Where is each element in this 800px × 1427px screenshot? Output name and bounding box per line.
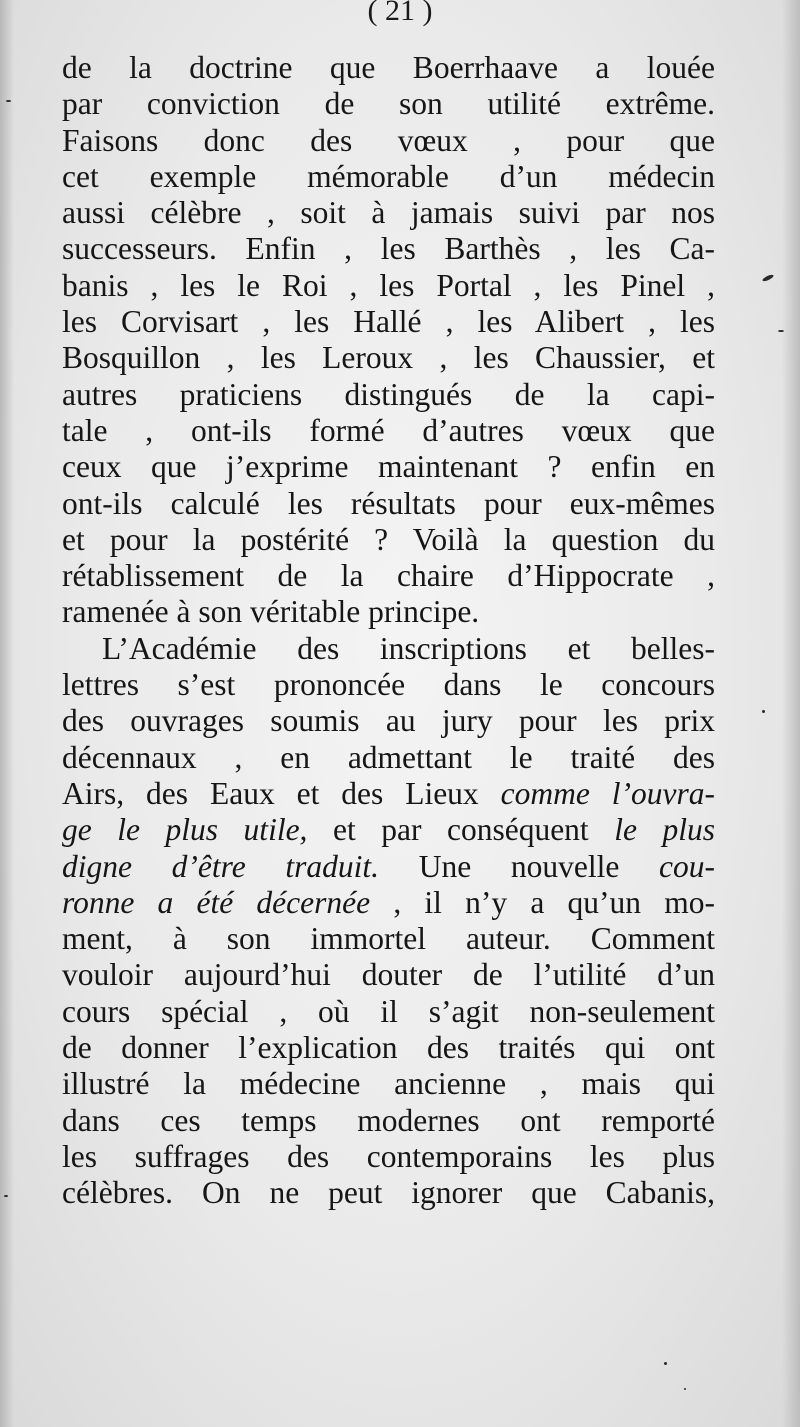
text-segment: dans ces temps modernes ont remporté [62,1102,715,1138]
text-line [62,340,715,376]
text-line [62,631,715,667]
text-line [62,268,715,304]
text-segment: cet exemple mémorable d’un médecin [62,158,715,194]
text-line [62,703,715,739]
text-segment: de la doctrine que Boerrhaave a louée [62,50,715,85]
paper-speck [684,1388,686,1390]
paper-speck [762,710,765,713]
text-segment: lettres s’est prononcée dans le concours [62,667,715,703]
text-line [62,558,715,594]
text-line [62,740,715,776]
left-page-edge-shadow [0,0,14,1427]
text-segment: , il n’y a qu’un mo- [370,884,715,920]
text-line [62,449,715,485]
text-line [62,667,715,703]
italic-text-segment: comme l’ouvra- [500,775,715,811]
text-segment: Airs, des Eaux et des Lieux [62,775,501,811]
text-line [62,1066,715,1102]
italic-text-segment: ronne a été décernée [62,884,371,920]
text-line [62,86,715,122]
text-segment: Une nouvelle [379,848,660,884]
text-segment: ont-ils calculé les résultats pour eux-mêmes [62,485,715,521]
text-line [62,849,715,885]
text-line [62,1175,715,1211]
text-segment: les Corvisart , les Hallé , les Alibert , les [62,304,715,340]
text-segment: célèbres. On ne peut ignorer que Cabanis, [62,1175,715,1211]
right-page-edge-shadow [782,0,800,1427]
italic-text-segment: cou- [659,848,715,884]
text-segment: rétablissement de la chaire d’Hippocrate , [62,558,715,594]
text-line [62,776,715,812]
text-segment: cours spécial , où il s’agit non-seulement [62,993,715,1029]
body-text [62,50,715,1212]
paper-speck [778,330,784,332]
text-segment: autres praticiens distingués de la capi- [62,376,715,412]
text-segment: tale , ont-ils formé d’autres vœux que [62,412,715,448]
text-line [62,957,715,993]
text-line [62,50,715,86]
text-line [62,486,715,522]
text-line [62,377,715,413]
text-segment: et par conséquent [307,812,615,848]
text-line [62,159,715,195]
italic-text-segment: digne d’être traduit. [62,848,380,884]
text-line [62,812,715,848]
text-line [62,994,715,1030]
text-segment: successeurs. Enfin , les Barthès , les Ca- [62,231,715,267]
text-segment: ceux que j’exprime maintenant ? enfin en [62,449,715,485]
text-segment: et pour la postérité ? Voilà la question du [62,521,715,557]
text-line [62,123,715,159]
paper-speck [762,274,775,283]
text-segment: des ouvrages soumis au jury pour les prix [62,703,715,739]
text-segment: par conviction de son utilité extrême. [62,86,715,122]
italic-text-segment: ge le plus utile, [62,812,308,848]
text-segment: L’Académie des inscriptions et belles- [102,630,715,666]
text-line [62,522,715,558]
text-line [62,1030,715,1066]
text-segment: Bosquillon , les Leroux , les Chaussier, et [62,340,715,376]
paper-speck [664,1362,667,1365]
text-segment: banis , les le Roi , les Portal , les Pinel , [62,267,715,303]
page-number: ( 21 ) [367,0,433,27]
text-segment: ment, à son immortel auteur. Comment [62,921,715,957]
text-line [62,195,715,231]
text-segment: décennaux , en admettant le traité des [62,739,715,775]
text-line [62,1139,715,1175]
text-segment: les suffrages des contemporains les plus [62,1138,715,1174]
text-line [62,885,715,921]
text-line [62,413,715,449]
text-segment: de donner l’explication des traités qui ont [62,1030,715,1066]
text-line [62,921,715,957]
paper-speck [6,100,11,102]
text-segment: aussi célèbre , soit à jamais suivi par nos [62,195,715,231]
text-line [62,594,715,630]
text-segment: ramenée à son véritable principe. [62,594,480,630]
text-segment: Faisons donc des vœux , pour que [62,122,715,158]
text-segment: vouloir aujourd’hui douter de l’utilité d’un [62,957,715,993]
text-line [62,231,715,267]
text-line [62,304,715,340]
text-line [62,1103,715,1139]
text-segment: illustré la médecine ancienne , mais qui [62,1066,715,1102]
italic-text-segment: le plus [614,812,715,848]
paper-speck [4,1195,8,1197]
